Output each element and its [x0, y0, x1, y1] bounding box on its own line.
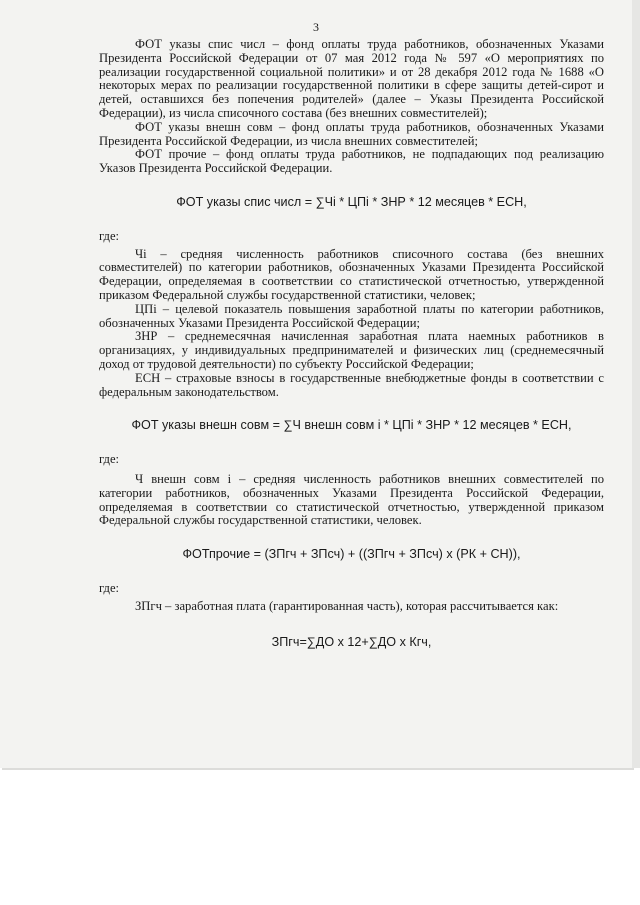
definition-ch-vnesh: Ч внешн совм i – средняя численность работников внешних совместителей по категории работников, обозначенных Указами Президента Российской Федерации, определяемая в соответствии со статистической отчетностью, утвержденной приказом Федеральной службы государственной статистики, человек.: [99, 471, 604, 528]
formula-fot-prochie: ФОТпрочие = (ЗПгч + ЗПсч) + ((ЗПгч + ЗПсч) х (РК + СН)),: [182, 547, 521, 562]
definition-cpi: ЦПi – целевой показатель повышения заработной платы по категории работников, обозначенных Указами Президента Российской Федерации;: [99, 301, 604, 330]
definition-chi: Чi – средняя численность работников списочного состава (без внешних совместителей) по категории работников, обозначенных Указами Президента Российской Федерации, определяемая в соответствии со статистической отчетностью, утвержденной приказом Федеральной службы государственной статистики, человек;: [99, 246, 604, 302]
formula-fot-vnesh: ФОТ указы внешн совм = ∑Ч внешн совм i * ЦПi * ЗНР * 12 месяцев * ЕСН,: [131, 418, 572, 433]
where-label-1: где:: [99, 228, 120, 243]
definition-zpgch: ЗПгч – заработная плата (гарантированная часть), которая рассчитывается как:: [135, 598, 559, 613]
paragraph-fot-spis: ФОТ указы спис числ – фонд оплаты труда работников, обозначенных Указами Президента Российской Федерации от 07 мая 2012 года № 597 «О мероприятиях по реализации государственной социальной политики» и от 28 декабря 2012 года № 1688 «О некоторых мерах по реализации государственной политики в сфере защиты детей-сирот и детей, оставшихся без попечения родителей» (далее – Указы Президента Российской Федерации), из числа списочного состава (без внешних совместителей);: [99, 37, 604, 120]
definition-esn: ЕСН – страховые взносы в государственные внебюджетные фонды в соответствии с федеральным законодательством.: [99, 370, 604, 399]
page-edge-shadow: [632, 0, 640, 768]
document-body: [99, 38, 604, 649]
formula-zpgch: ЗПгч=∑ДО х 12+∑ДО х Кгч,: [271, 634, 432, 649]
formula-fot-spis: ФОТ указы спис числ = ∑Чi * ЦПi * ЗНР * 12 месяцев * ЕСН,: [176, 194, 527, 209]
page-number: 3: [313, 20, 319, 34]
definition-znr: ЗНР – среднемесячная начисленная заработная плата наемных работников в организациях, у индивидуальных предпринимателей и физических лиц (среднемесячный доход от трудовой деятельности) по субъекту Российской Федерации;: [99, 329, 604, 371]
paragraph-fot-vnesh: ФОТ указы внешн совм – фонд оплаты труда работников, обозначенных Указами Президента Российской Федерации, из числа внешних совместителей;: [99, 119, 604, 148]
where-label-3: где:: [99, 580, 120, 595]
where-label-2: где:: [99, 452, 120, 467]
paragraph-fot-prochie: ФОТ прочие – фонд оплаты труда работников, не подпадающих под реализацию Указов Президента Российской Федерации.: [99, 147, 604, 176]
